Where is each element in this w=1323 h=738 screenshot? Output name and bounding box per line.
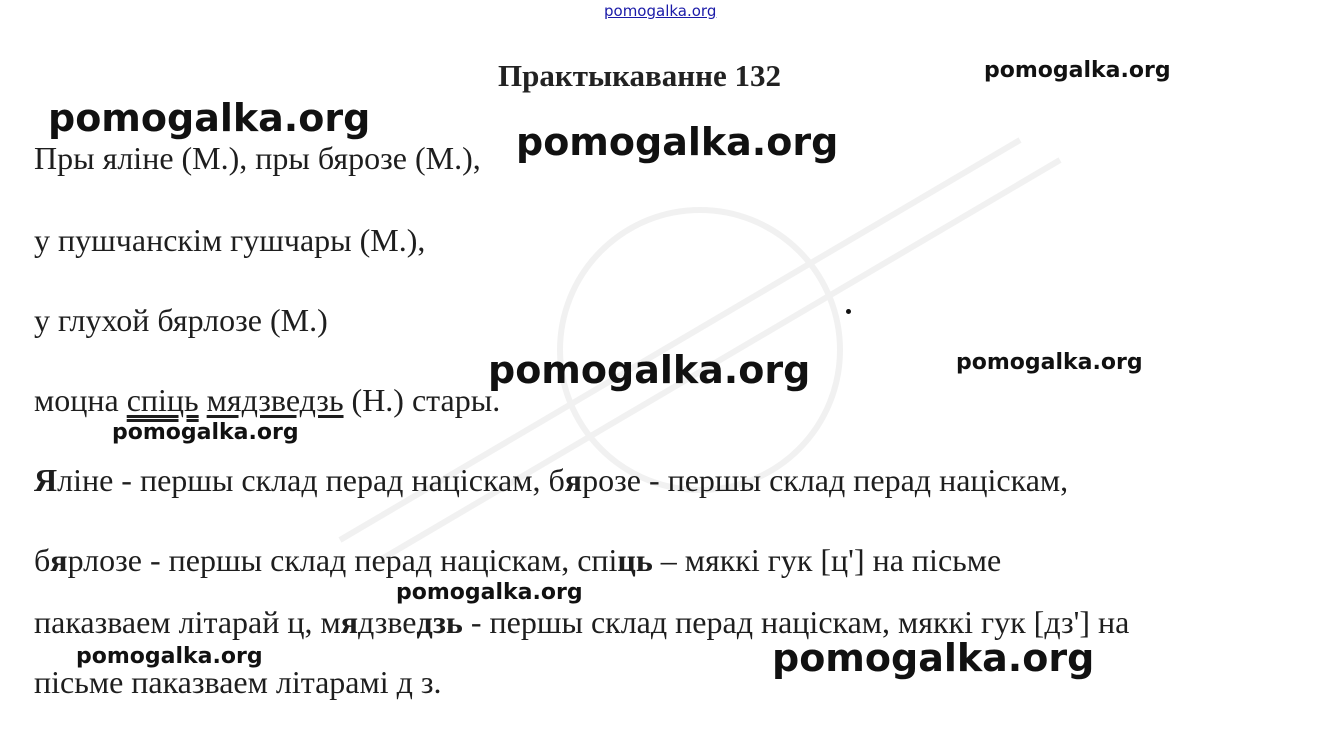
watermark-text: pomogalka.org [772,636,1095,680]
emphasized-letters: ць [617,542,653,578]
predicate-word: спіць [126,382,199,418]
watermark-text: pomogalka.org [956,350,1143,375]
analysis-text: паказваем літарай ц, м [34,604,341,640]
analysis-line-1 [34,462,1068,499]
analysis-text: б [34,542,51,578]
poem-line: Пры яліне (М.), пры бярозе (М.), [34,140,481,176]
watermark-text: pomogalka.org [516,120,839,164]
emphasized-letters: я [340,604,359,640]
watermark-text: pomogalka.org [76,644,263,669]
watermark-text: pomogalka.org [112,420,299,445]
watermark-text: pomogalka.org [396,580,583,605]
watermark-text: pomogalka.org [488,348,811,392]
poem-text [199,382,207,418]
analysis-text: пісьме паказваем літарамі д з. [34,664,442,700]
analysis-line-2 [34,542,1001,579]
poem-line-4 [34,382,500,419]
poem-text: моцна [34,382,127,418]
watermark-text: pomogalka.org [984,58,1171,83]
analysis-text: рлозе - першы склад перад націскам, спі [67,542,618,578]
emphasized-letters: дзь [416,604,463,640]
analysis-text: дзве [358,604,417,640]
poem-text: (Н.) стары. [343,382,501,418]
watermark-text: pomogalka.org [48,96,371,140]
exercise-title: Практыкаванне 132 [498,58,782,93]
emphasized-letters: я [50,542,68,578]
header-site-link[interactable]: pomogalka.org [604,2,717,20]
analysis-line-4 [34,664,442,701]
stray-dot [846,309,851,314]
analysis-text: - першы склад перад націскам, мяккі гук [дз'] на [462,604,1130,640]
subject-word: мядзведзь [206,382,344,418]
analysis-text: ліне - першы склад перад націскам, б [57,462,565,498]
emphasized-letters: Я [34,462,58,498]
emphasized-letters: я [564,462,583,498]
analysis-text: – мяккі гук [ц'] на пісьме [652,542,1002,578]
poem-line: у пушчанскім гушчары (М.), [34,222,426,258]
analysis-text: розе - першы склад перад націскам, [582,462,1069,498]
poem-line: у глухой бярлозе (М.) [34,302,328,338]
